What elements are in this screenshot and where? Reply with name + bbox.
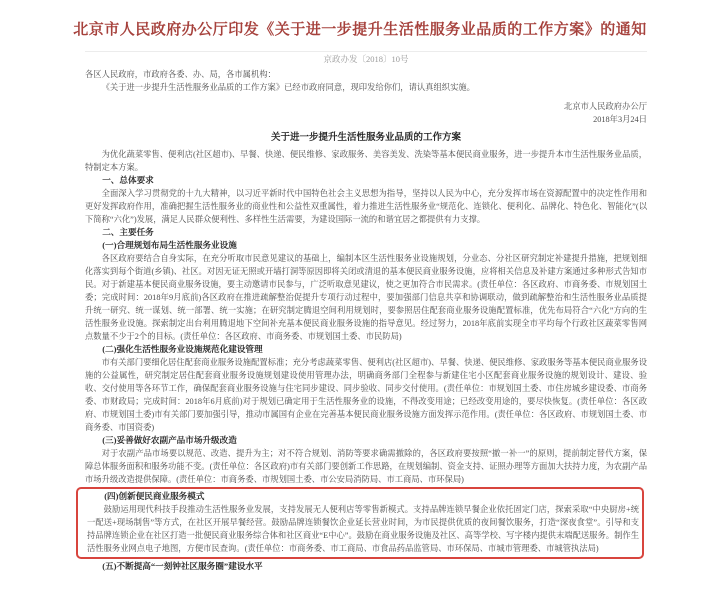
red-highlight-annotation — [76, 487, 644, 559]
plan-title: 关于进一步提升生活性服务业品质的工作方案 — [270, 133, 461, 144]
section-1-body: 全面深入学习贯彻党的十九大精神，以习近平新时代中国特色社会主义思想为指导，坚持以人民为中心，充分发挥市场在资源配置中的决定性作用和更好发挥政府作用，准确把握生活性服务业的商业性和公益性双重属性，着力推进生活性服务业“规范化、连锁化、便利化、品牌化、特色化、智能化”(以下简称“六化”)发展，满足人民群众便利性、多样性生活需要，为建设国际一流的和谐宜居之都提供有力支撑。 — [85, 189, 647, 225]
subsection-3-body: 对于农副产品市场要以规范、改造、提升为主；对不符合规划、消防等要求确需撤除的，各区政府要按照“撤一补一”的原则，提前制定替代方案，保障总体服务面积和服务功能不变。(责任单位：各区政府)市有关部门要创新工作思路，在规划编制、资金支持、证照办理等方面加大扶持力度，为农副产品市场升级改造提供保障。(责任单位：市商务委、市规划国土委、市公安局消防局、市工商局、市环保局) — [85, 449, 647, 485]
subsection-4-body: 鼓励运用现代科技手段推动生活性服务业发展，支持发展无人便利店等零售新模式。支持品牌连锁早餐企业依托固定门店，探索采取“中央厨房+统一配送+现场制售”等方式，在社区开展早餐经营。鼓励品牌连锁餐饮企业延长营业时间，为市民提供优质的夜间餐饮服务，打造“深夜食堂”。引导和支持品牌连锁企业在社区打造一批便民商业服务综合体和社区商业“E中心”。鼓励在商业服务设施及社区、高等学校、写字楼内提供末端配送服务。制作生活性服务业网点电子地图，方便市民查询。(责任单位：市商务委、市工商局、市食品药品监管局、市环保局、市城市管理委、市城管执法局) — [87, 505, 639, 554]
subsection-2-body: 市有关部门要细化居住配套商业服务设施配置标准；充分考虑蔬菜零售、便利店(社区超市)、早餐、快递、便民维修、家政服务等基本便民商业服务设施的公益属性，研究制定居住配套商业服务设施规划建设使用管理办法，明确商务部门全程参与新建住宅小区配套商业服务设施的规划设计、建设、验收、交付使用等各环节工作，确保配套商业服务设施与住宅同步建设、同步验收、同步交付使用。(责任单位：市规划国土委、市住房城乡建设委、市商务委、市财政局；完成时间：2018年6月底前)对于规划已确定用于生活性服务业的设施，不得改变用途；已经改变用途的，要尽快恢复。(责任单位：各区政府、市规划国土委)市有关部门要加强引导，推动市属国有企业在完善基本便民商业服务设施方面发挥示范作用。(责任单位：各区政府、市规划国土委、市商务委、市国资委) — [85, 358, 647, 433]
article-title: 北京市人民政府办公厅印发《关于进一步提升生活性服务业品质的工作方案》的通知 — [73, 21, 647, 39]
issue-date: 2018年3月24日 — [593, 115, 647, 125]
issuer-signature: 北京市人民政府办公厅 — [564, 102, 647, 112]
subsection-3-heading: (三)妥善做好农副产品市场升级改造 — [102, 435, 237, 446]
subsection-5-heading: (五)不断提高“一刻钟社区服务圈”建设水平 — [102, 561, 263, 572]
salutation: 各区人民政府，市政府各委、办、局，各市属机构： — [85, 70, 276, 80]
forward-note: 《关于进一步提升生活性服务业品质的工作方案》已经市政府同意，现印发给你们，请认真组织实施。 — [101, 83, 475, 93]
title-divider — [85, 51, 647, 52]
document-page — [0, 10, 720, 593]
subsection-4-heading: (四)创新便民商业服务模式 — [104, 491, 205, 502]
section-2-heading: 二、主要任务 — [102, 227, 154, 238]
section-1-heading: 一、总体要求 — [102, 175, 154, 186]
document-content — [85, 51, 647, 573]
doc-number: 京政办发〔2018〕10号 — [323, 54, 409, 65]
subsection-1-body: 各区政府要结合自身实际，在充分听取市民意见建议的基础上，编制本区生活性服务业设施规划，分业态、分社区研究制定补建提升措施，把规划细化落实到每个街道(乡镇)、社区。对因无证无照或开墙打洞等原因即将关闭或清退的基本便民商业服务设施，应将相关信息及补建方案通过多种形式告知市民。对于新建基本便民商业服务设施，要主动邀请市民参与，广泛听取意见建议，使之更加符合市民需求。(责任单位：各区政府、市商务委、市规划国土委；完成时间：2018年9月底前)各区政府在推进疏解整治促提升专项行动过程中，要加强部门信息共享和协调联动，做到疏解整治和生活性服务业品质提升统一研究、统一谋划、统一部署、统一实施；在研究制定腾退空间利用规划时，要参照居住配套商业服务设施配置标准，优先布局符合“六化”方向的生活性服务业设施。探索制定出台利用腾退地下空间补充基本便民商业服务设施的指导意见。经过努力，2018年底前实现全市平均每个行政社区蔬菜零售网点数量不少于2个的目标。(责任单位：各区政府、市商务委、市规划国土委、市民防局) — [85, 254, 647, 342]
subsection-1-heading: (一)合理规划布局生活性服务业设施 — [102, 240, 237, 251]
subsection-2-heading: (二)强化生活性服务业设施规范化建设管理 — [102, 344, 263, 355]
intro-paragraph: 为优化蔬菜零售、便利店(社区超市)、早餐、快递、便民维修、家政服务、美容美发、洗染等基本便民商业服务，进一步提升本市生活性服务业品质，特制定本方案。 — [85, 150, 647, 173]
